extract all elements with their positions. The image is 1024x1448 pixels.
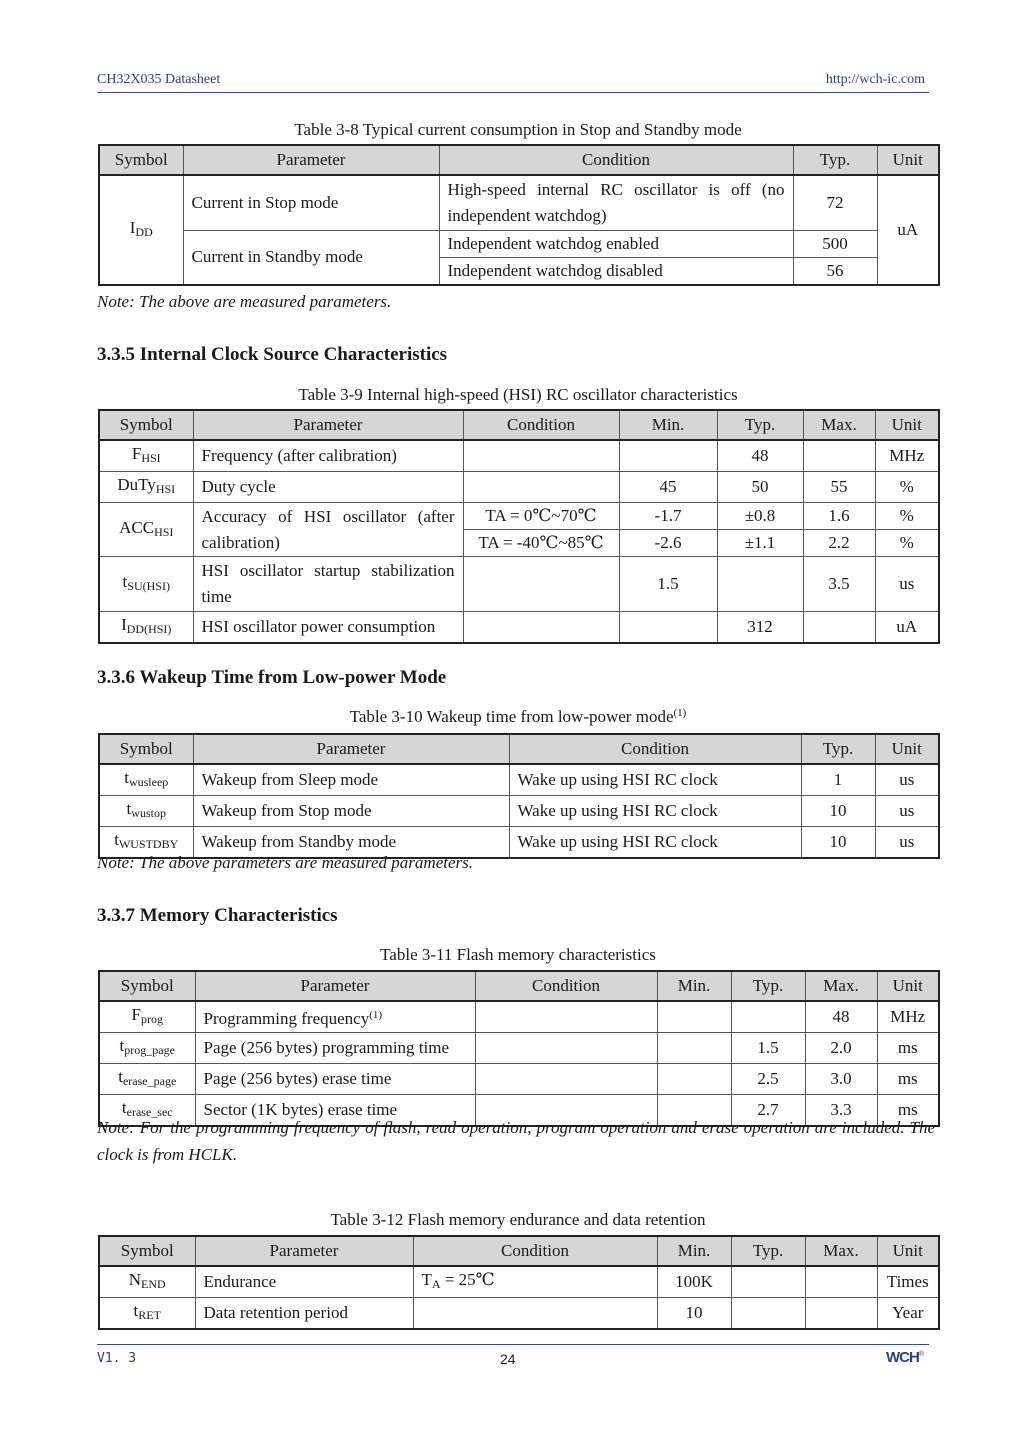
header-cell: Condition [413,1236,657,1266]
header-cell: Max. [805,1236,877,1266]
header-cell: Parameter [195,971,475,1001]
unit-cell: MHz [877,1001,939,1033]
table-3-10 [98,733,940,859]
min-cell [619,440,717,472]
typ-cell: ±1.1 [717,530,803,557]
min-cell: 10 [657,1298,731,1330]
min-cell [657,1033,731,1064]
condition-cell [463,557,619,612]
typ-cell: 312 [717,612,803,644]
max-cell: 3.3 [805,1095,877,1127]
condition-cell: Independent watchdog enabled [439,230,793,257]
header-cell: Typ. [731,971,805,1001]
parameter-cell: Wakeup from Sleep mode [193,764,509,796]
parameter-cell: Frequency (after calibration) [193,440,463,472]
header-cell: Parameter [193,734,509,764]
section-title-3-3-5: 3.3.5 Internal Clock Source Characteristics [97,344,448,365]
header-cell: Unit [875,734,939,764]
typ-cell [731,1001,805,1033]
parameter-cell: Programming frequency$^{(1)}$ [195,1001,475,1033]
condition-cell [413,1298,657,1330]
max-cell [803,440,875,472]
header-cell: Symbol [99,971,195,1001]
table-row [99,1001,939,1033]
table-3-11-caption: Table 3-11 Flash memory characteristics [380,945,656,964]
min-cell [657,1001,731,1033]
symbol-cell: $t_{erase\_sec}$ [99,1095,195,1127]
typ-cell: ±0.8 [717,503,803,530]
unit-cell: ms [877,1033,939,1064]
table-row [99,557,939,612]
typ-cell [731,1266,805,1298]
symbol-cell: $t_{WUSTDBY}$ [99,827,193,859]
table-row [99,764,939,796]
unit-cell: us [875,796,939,827]
typ-cell [731,1298,805,1330]
parameter-cell: Page (256 bytes) programming time [195,1033,475,1064]
parameter-cell: Endurance [195,1266,413,1298]
min-cell: 100K [657,1266,731,1298]
header-cell: Condition [509,734,801,764]
symbol-cell: $t_{prog\_page}$ [99,1033,195,1064]
condition-cell [475,1033,657,1064]
unit-cell: us [875,557,939,612]
condition-cell: TA = 0℃~70℃ [463,503,619,530]
table-row [99,1298,939,1330]
header-cell: Max. [803,410,875,440]
max-cell: 55 [803,472,875,503]
unit-cell: MHz [875,440,939,472]
parameter-cell: Wakeup from Stop mode [193,796,509,827]
condition-cell: $T_A$ = 25℃ [413,1266,657,1298]
parameter-cell: HSI oscillator startup stabilization time [193,557,463,612]
header-cell: Min. [657,971,731,1001]
unit-cell: uA [875,612,939,644]
typ-cell: 72 [793,175,877,230]
symbol-cell: $I_{DD(HSI)}$ [99,612,193,644]
condition-cell [463,440,619,472]
parameter-cell: Sector (1K bytes) erase time [195,1095,475,1127]
condition-cell: High-speed internal RC oscillator is off (no independent watchdog) [439,175,793,230]
max-cell: 48 [805,1001,877,1033]
parameter-cell: HSI oscillator power consumption [193,612,463,644]
header-cell: Unit [877,1236,939,1266]
website-link[interactable]: http://wch-ic.com [825,72,925,87]
header-cell: Symbol [99,734,193,764]
table-row [99,1266,939,1298]
header-cell: Condition [475,971,657,1001]
header-cell: Unit [877,971,939,1001]
table-3-12 [98,1235,940,1330]
page-footer [97,1344,929,1367]
header-cell: Typ. [731,1236,805,1266]
symbol-cell: $N_{END}$ [99,1266,195,1298]
page-header [97,72,929,93]
parameter-cell: Current in Stop mode [183,175,439,230]
typ-cell: 1.5 [731,1033,805,1064]
condition-cell: Wake up using HSI RC clock [509,764,801,796]
doc-title: CH32X035 Datasheet [97,72,221,87]
table-header-row [99,145,939,175]
table-3-8-note: Note: The above are measured parameters. [97,292,392,311]
table-3-9 [98,409,940,644]
min-cell: 1.5 [619,557,717,612]
symbol-cell: $F_{HSI}$ [99,440,193,472]
header-cell: Unit [877,145,939,175]
header-cell: Symbol [99,410,193,440]
header-cell: Typ. [717,410,803,440]
condition-cell: Wake up using HSI RC clock [509,827,801,859]
unit-cell: % [875,472,939,503]
typ-cell: 10 [801,796,875,827]
header-cell: Min. [619,410,717,440]
unit-cell: ms [877,1095,939,1127]
max-cell [805,1266,877,1298]
section-title-3-3-7: 3.3.7 Memory Characteristics [97,905,338,926]
table-3-11-note: Note: For the programming frequency of flash, read operation, program operation and erase operation are included. The clock is from HCLK. [97,1118,935,1164]
table-row [99,1033,939,1064]
min-cell [619,612,717,644]
parameter-cell: Current in Standby mode [183,230,439,285]
parameter-cell: Wakeup from Standby mode [193,827,509,859]
table-3-9-caption: Table 3-9 Internal high-speed (HSI) RC oscillator characteristics [298,385,738,404]
header-cell: Max. [805,971,877,1001]
table-row [99,175,939,230]
unit-cell: us [875,764,939,796]
table-header-row [99,410,939,440]
parameter-cell: Data retention period [195,1298,413,1330]
page-number: 24 [500,1351,516,1367]
typ-cell [717,557,803,612]
header-cell: Parameter [183,145,439,175]
condition-cell: TA = -40℃~85℃ [463,530,619,557]
header-cell: Typ. [801,734,875,764]
parameter-cell: Duty cycle [193,472,463,503]
parameter-cell: Accuracy of HSI oscillator (after calibration) [193,503,463,557]
symbol-cell: $I_{DD}$ [99,175,183,285]
symbol-cell: $t_{wustop}$ [99,796,193,827]
parameter-cell: Page (256 bytes) erase time [195,1064,475,1095]
unit-cell: ms [877,1064,939,1095]
condition-cell [475,1001,657,1033]
header-cell: Unit [875,410,939,440]
typ-cell: 2.7 [731,1095,805,1127]
symbol-cell: DuTy$_{HSI}$ [99,472,193,503]
header-cell: Condition [439,145,793,175]
symbol-cell: $t_{SU(HSI)}$ [99,557,193,612]
unit-cell: % [875,503,939,530]
max-cell [805,1298,877,1330]
table-3-10-note: Note: The above parameters are measured parameters. [97,853,473,872]
max-cell: 3.5 [803,557,875,612]
table-header-row [99,1236,939,1266]
table-row [99,472,939,503]
table-row [99,1064,939,1095]
header-cell: Condition [463,410,619,440]
typ-cell: 500 [793,230,877,257]
table-row [99,440,939,472]
table-3-10-caption: Table 3-10 Wakeup time from low-power mode$^{(1)}$ [349,707,687,726]
table-row [99,230,939,257]
header-cell: Symbol [99,1236,195,1266]
condition-cell [463,472,619,503]
symbol-cell: $ACC_{HSI}$ [99,503,193,557]
min-cell: -2.6 [619,530,717,557]
min-cell [657,1064,731,1095]
symbol-cell: $t_{erase\_page}$ [99,1064,195,1095]
unit-cell: Year [877,1298,939,1330]
symbol-cell: $F_{prog}$ [99,1001,195,1033]
condition-cell: Independent watchdog disabled [439,257,793,285]
table-3-11 [98,970,940,1127]
table-row [99,796,939,827]
unit-cell: Times [877,1266,939,1298]
min-cell: -1.7 [619,503,717,530]
typ-cell: 1 [801,764,875,796]
max-cell: 1.6 [803,503,875,530]
header-cell: Symbol [99,145,183,175]
symbol-cell: $t_{RET}$ [99,1298,195,1330]
typ-cell: 50 [717,472,803,503]
typ-cell: 56 [793,257,877,285]
table-3-8-caption: Table 3-8 Typical current consumption in Stop and Standby mode [294,120,742,139]
version-label: V1. 3 [97,1351,137,1366]
table-3-12-caption: Table 3-12 Flash memory endurance and data retention [330,1210,706,1229]
table-header-row [99,734,939,764]
max-cell: 2.0 [805,1033,877,1064]
max-cell: 2.2 [803,530,875,557]
wch-logo: WCH® [886,1349,923,1366]
min-cell: 45 [619,472,717,503]
table-header-row [99,971,939,1001]
header-cell: Parameter [195,1236,413,1266]
section-title-3-3-6: 3.3.6 Wakeup Time from Low-power Mode [97,667,447,688]
header-cell: Min. [657,1236,731,1266]
header-cell: Typ. [793,145,877,175]
table-row [99,503,939,530]
typ-cell: 48 [717,440,803,472]
unit-cell: uA [877,175,939,285]
unit-cell: us [875,827,939,859]
condition-cell [475,1064,657,1095]
condition-cell [463,612,619,644]
max-cell: 3.0 [805,1064,877,1095]
unit-cell: % [875,530,939,557]
table-row [99,612,939,644]
header-cell: Parameter [193,410,463,440]
table-3-8 [98,144,940,286]
condition-cell: Wake up using HSI RC clock [509,796,801,827]
symbol-cell: $t_{wusleep}$ [99,764,193,796]
max-cell [803,612,875,644]
typ-cell: 10 [801,827,875,859]
typ-cell: 2.5 [731,1064,805,1095]
